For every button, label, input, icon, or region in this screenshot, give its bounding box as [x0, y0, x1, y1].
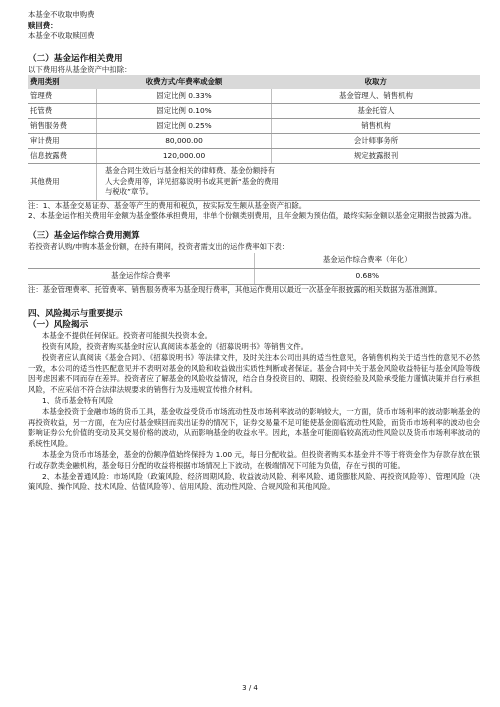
fees-table-header [28, 75, 480, 89]
fees-intro: 以下费用将从基金资产中扣除： [28, 64, 132, 74]
rate-table-header-row [28, 253, 480, 269]
rate-note: 注：基金管理费率、托管费率、销售服务费率为基金现行费率，其他运作费用以最近一次基金年报披露的相关数据为基准测算。 [28, 284, 442, 294]
rate-table-header: 基金运作综合费率（年化） [254, 253, 480, 269]
fee-category: 信息披露费 [28, 149, 97, 164]
redemption-fee-text: 本基金不收取赎回费 [28, 31, 95, 41]
fee-category: 审计费用 [28, 134, 97, 149]
table-row [28, 89, 480, 104]
section-heading-operating-fees: （二）基金运作相关费用 [28, 53, 123, 64]
fee-payee: 规定披露报刊 [272, 149, 481, 164]
fee-payee: 销售机构 [272, 119, 481, 134]
subscription-fee-text: 本基金不收取申购费 [28, 10, 95, 19]
fees-note-2: 2、本基金运作相关费用年金额为基金整体承担费用，非单个份额类别费用，且年金额为预估值，最终实际金额以基金定期报告披露为准。 [28, 211, 477, 221]
rate-row-label: 基金运作综合费率 [28, 268, 254, 284]
fee-category: 托管费 [28, 104, 97, 119]
rate-table [28, 253, 480, 285]
table-row [28, 268, 480, 284]
table-row [28, 119, 480, 134]
rate-table-blank [28, 253, 254, 269]
document-page [28, 10, 480, 493]
money-fund-risk-text-2: 本基金为货币市场基金，基金的份额净值始终保持为 1.00 元，每日分配收益。但投资者购买本基金并不等于将资金作为存款存放在银行或存款类金融机构，基金每日分配的收益将根据市场情况上下波动，在极端情况下可能为负值，存在亏损的可能。 [28, 450, 480, 470]
fee-category: 管理费 [28, 89, 97, 104]
fee-category: 销售服务费 [28, 119, 97, 134]
money-fund-risk-title: 1、货币基金特有风险 [42, 396, 114, 406]
risk-paragraph-1: 本基金不提供任何保证。投资者可能损失投资本金。 [42, 331, 212, 341]
fee-method: 固定比例 0.25% [97, 119, 272, 134]
table-row [28, 134, 480, 149]
fee-method: 80,000.00 [97, 134, 272, 149]
fees-table [28, 75, 480, 201]
table-row [28, 104, 480, 119]
fees-note-1: 注：1、本基金交易证券、基金等产生的费用和税负，按实际发生额从基金资产扣除。 [28, 200, 307, 210]
risk-paragraph-2: 投资有风险，投资者购买基金时应认真阅读本基金的《招募说明书》等销售文件。 [42, 342, 309, 352]
table-row-other-fees [28, 164, 480, 201]
general-risk-text: 2、本基金普通风险：市场风险（政策风险、经济周期风险、收益波动风险、利率风险、通货膨胀风险、再投资风险等）、管理风险（决策风险、操作风险、技术风险、估值风险等）、信用风险、流动性风险、合规风险和其他风险。 [28, 471, 480, 492]
header-fee-category: 费用类别 [28, 75, 97, 89]
rate-intro: 若投资者认购/申购本基金份额，在持有期间，投资者需支出的运作费率如下表： [28, 242, 290, 252]
other-fees-cell [97, 164, 481, 201]
section-heading-risk: 四、风险揭示与重要提示 [28, 309, 123, 320]
table-row [28, 149, 480, 164]
subsection-heading-risk-disclosure: （一）风险揭示 [28, 320, 89, 331]
fee-category: 其他费用 [28, 164, 97, 201]
fee-method: 120,000.00 [97, 149, 272, 164]
page-number: 3 / 4 [242, 684, 258, 692]
money-fund-risk-text: 本基金投资于金融市场的货币工具，基金收益受货币市场流动性及市场利率波动的影响较大，一方面，货币市场利率的波动影响基金的再投资收益，另一方面，在为应付基金赎回而卖出证券的情况下，证券交易量不足可能使基金面临流动性风险，而货币市场利率的波动也会影响证券公允价值的变动及其交易价格的波动，从而影响基金的收益水平。因此，本基金可能面临较高流动性风险以及货币市场利率波动的系统性风险。 [28, 406, 480, 449]
fee-method: 固定比例 0.10% [97, 104, 272, 119]
header-fee-payee: 收取方 [272, 75, 481, 89]
rate-value: 0.68% [254, 268, 480, 284]
redemption-fee-heading: 赎回费： [28, 20, 58, 30]
fee-payee: 会计师事务所 [272, 134, 481, 149]
risk-paragraph-3: 投资者应认真阅读《基金合同》、《招募说明书》等法律文件，及时关注本公司出具的适当性意见，各销售机构关于适当性的意见不必然一致，本公司的适当性匹配意见并不表明对基金的风险和收益做出实质性判断或者保证。基金合同中关于基金风险收益特征与基金风险等级因考虑因素不同而存在差异。投资者应了解基金的风险收益情况，结合自身投资目的、期限、投资经验及风险承受能力谨慎决策并自行承担风险，不应采信不符合法律法规要求的销售行为及违规宣传推介材料。 [28, 352, 480, 395]
fee-payee: 基金托管人 [272, 104, 481, 119]
section-heading-comprehensive-rate: （三）基金运作综合费用测算 [28, 231, 140, 242]
fee-method: 固定比例 0.33% [97, 89, 272, 104]
header-fee-method: 收费方式/年费率或金额 [97, 75, 272, 89]
other-fees-text: 基金合同生效后与基金相关的律师费、基金份额持有人大会费用等，详见招募说明书或其更新“基金的费用与税收”章节。 [105, 166, 279, 197]
fee-payee: 基金管理人、销售机构 [272, 89, 481, 104]
